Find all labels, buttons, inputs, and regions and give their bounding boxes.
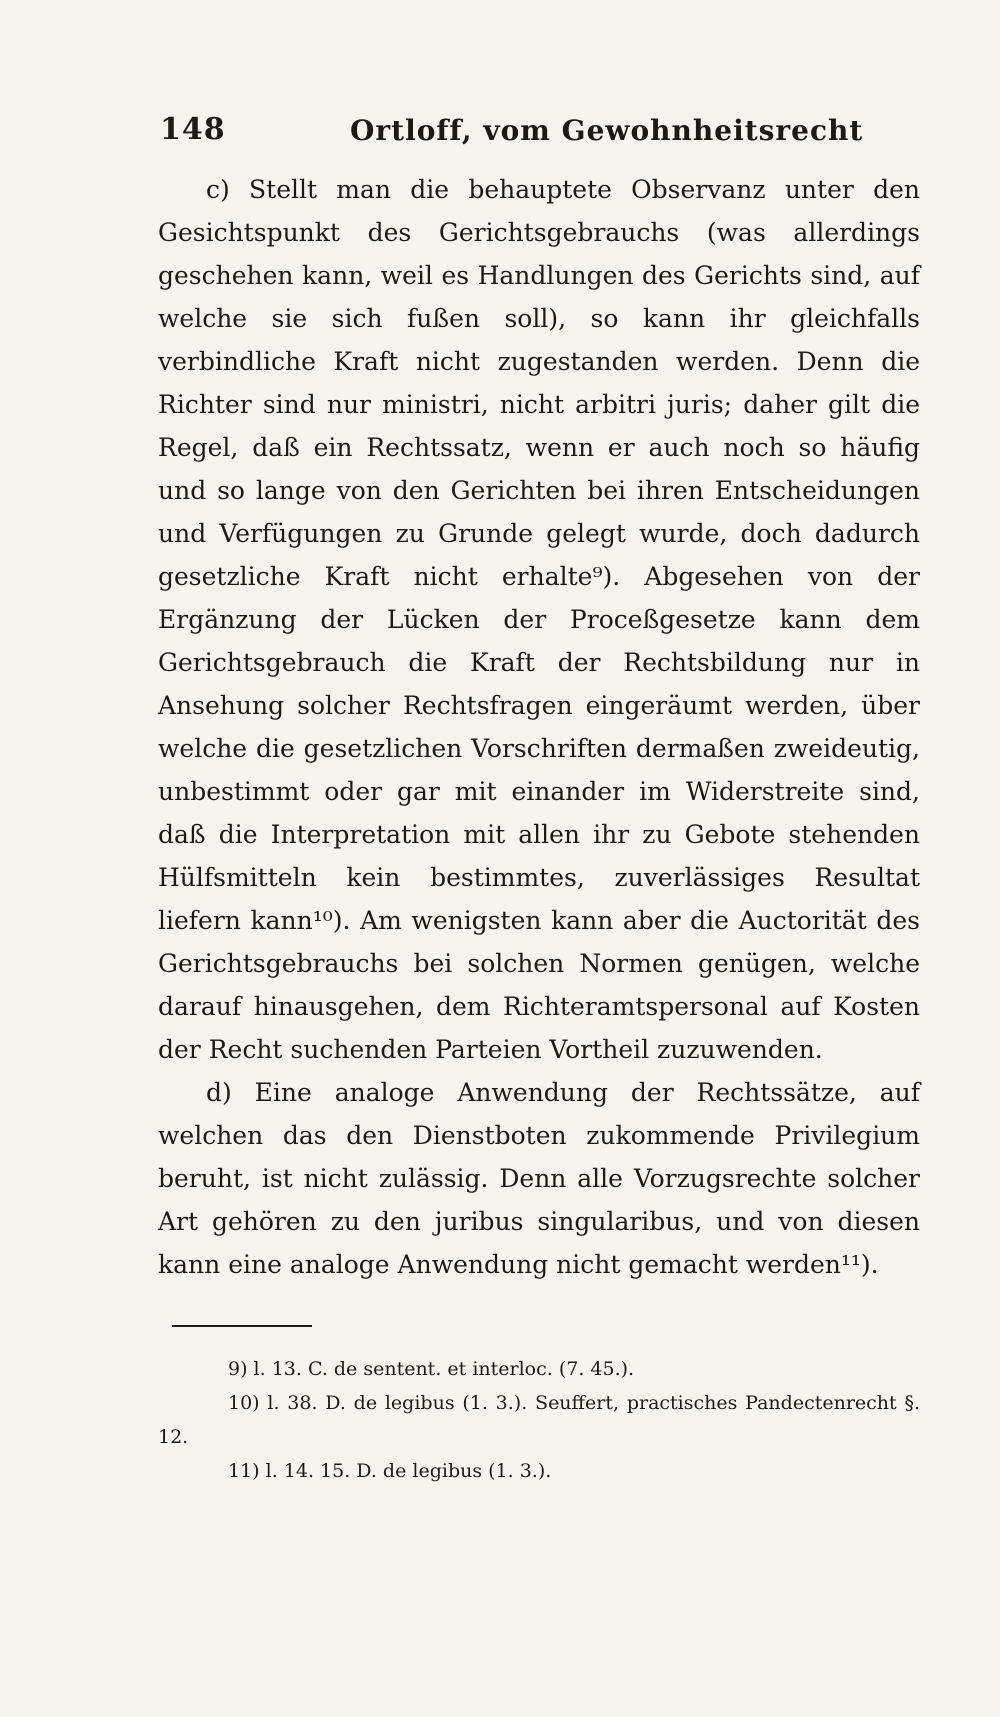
running-head: Ortloff, vom Gewohnheitsrecht [350,114,864,147]
body-text [158,168,920,1286]
paragraph-c: c) Stellt man die behauptete Observanz unter den Gesichtspunkt des Gerichtsgebrauchs (was allerdings geschehen kann, weil es Handlungen des Gerichts sind, auf welche sie sich fußen soll), so kann ihr gleichfalls verbindliche Kraft nicht zugestanden werden. Denn die Richter sind nur ministri, nicht arbitri juris; daher gilt die Regel, daß ein Rechtssatz, wenn er auch noch so häufig und so lange von den Gerichten bei ihren Entscheidungen und Verfügungen zu Grunde gelegt wurde, doch dadurch gesetzliche Kraft nicht erhalte⁹). Abgesehen von der Ergänzung der Lücken der Proceßgesetze kann dem Gerichtsgebrauch die Kraft der Rechtsbildung nur in Ansehung solcher Rechtsfragen eingeräumt werden, über welche die gesetzlichen Vorschriften dermaßen zweideutig, unbestimmt oder gar mit einander im Widerstreite sind, daß die Interpretation mit allen ihr zu Gebote stehenden Hülfsmitteln kein bestimmtes, zuverlässiges Resultat liefern kann¹⁰). Am wenigsten kann aber die Auctorität des Gerichtsgebrauchs bei solchen Normen genügen, welche darauf hinausgehen, dem Richteramtspersonal auf Kosten der Recht suchenden Parteien Vortheil zuzuwenden. [158,175,920,1064]
paragraph-d: d) Eine analoge Anwendung der Rechtssätze, auf welchen das den Dienstboten zukommende Privilegium beruht, ist nicht zulässig. Denn alle Vorzugsrechte solcher Art gehören zu den juribus singularibus, und von diesen kann eine analoge Anwendung nicht gemacht werden¹¹). [158,1078,920,1279]
page-header [160,112,920,152]
footnote-separator [172,1325,312,1327]
footnote-9: 9) l. 13. C. de sentent. et interloc. (7. 45.). [228,1358,635,1380]
footnote-10: 10) l. 38. D. de legibus (1. 3.). Seuffert, practisches Pandectenrecht §. 12. [158,1392,920,1448]
footnote-11: 11) l. 14. 15. D. de legibus (1. 3.). [228,1460,552,1482]
footnotes [158,1352,920,1488]
page-number: 148 [160,112,226,147]
